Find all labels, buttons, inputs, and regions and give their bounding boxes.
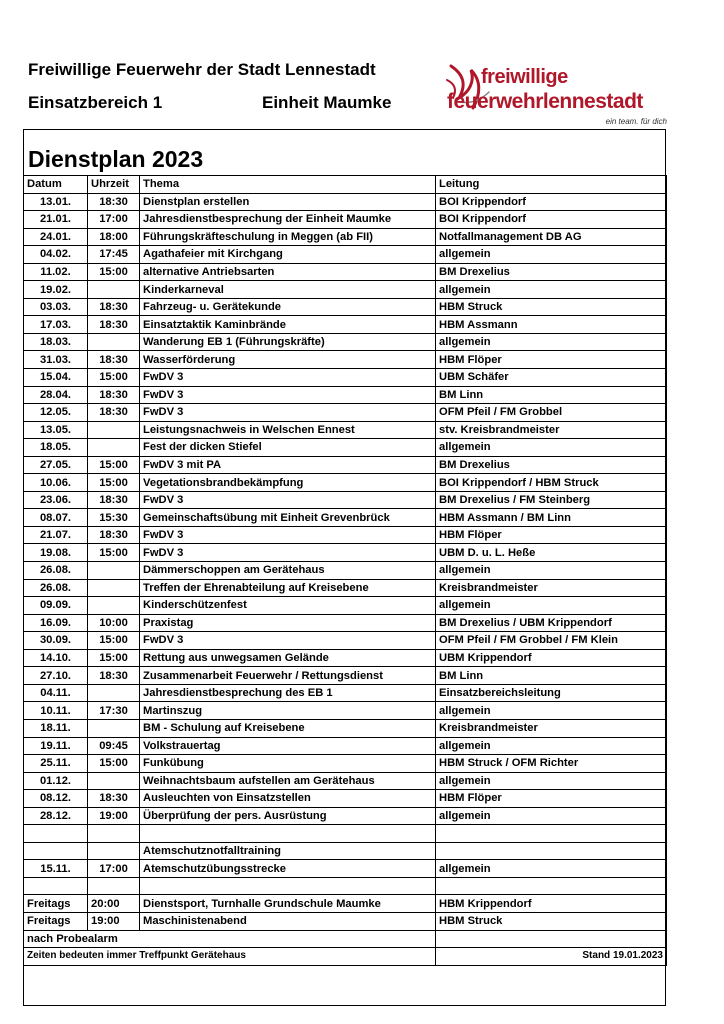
table-row bbox=[24, 281, 667, 299]
topic-cell: Praxistag bbox=[140, 614, 436, 632]
lead-cell: allgemein bbox=[436, 281, 667, 299]
time-cell bbox=[88, 281, 140, 299]
topic-cell: Jahresdienstbesprechung der Einheit Maumke bbox=[140, 211, 436, 229]
page-title: Dienstplan 2023 bbox=[28, 146, 204, 172]
table-row bbox=[24, 333, 667, 351]
lead-cell: stv. Kreisbrandmeister bbox=[436, 421, 667, 439]
date-cell: 04.02. bbox=[24, 246, 88, 264]
topic-cell: FwDV 3 bbox=[140, 404, 436, 422]
topic-cell: FwDV 3 mit PA bbox=[140, 456, 436, 474]
topic-cell: Leistungsnachweis in Welschen Ennest bbox=[140, 421, 436, 439]
topic-cell: Dämmerschoppen am Gerätehaus bbox=[140, 562, 436, 580]
time-cell: 15:00 bbox=[88, 544, 140, 562]
table-row bbox=[24, 298, 667, 316]
lead-cell: allgemein bbox=[436, 333, 667, 351]
lead-cell: HBM Flöper bbox=[436, 526, 667, 544]
lead-cell: HBM Assmann / BM Linn bbox=[436, 509, 667, 527]
time-cell: 18:30 bbox=[88, 404, 140, 422]
lead-cell: HBM Struck bbox=[436, 912, 667, 930]
table-row bbox=[24, 263, 667, 281]
table-row bbox=[24, 614, 667, 632]
table-row bbox=[24, 737, 667, 755]
weekly-row bbox=[24, 895, 667, 913]
time-cell bbox=[88, 597, 140, 615]
lead-cell: HBM Flöper bbox=[436, 790, 667, 808]
time-cell: 10:00 bbox=[88, 614, 140, 632]
time-cell: 19:00 bbox=[88, 807, 140, 825]
table-row bbox=[24, 649, 667, 667]
date-cell: 17.03. bbox=[24, 316, 88, 334]
table-row bbox=[24, 193, 667, 211]
topic-cell: FwDV 3 bbox=[140, 544, 436, 562]
date-cell: 25.11. bbox=[24, 755, 88, 773]
time-cell: 20:00 bbox=[88, 895, 140, 913]
lead-cell: allgemein bbox=[436, 772, 667, 790]
table-row bbox=[24, 790, 667, 808]
topic-cell: FwDV 3 bbox=[140, 369, 436, 387]
time-cell: 15:00 bbox=[88, 755, 140, 773]
topic-cell: Vegetationsbrandbekämpfung bbox=[140, 474, 436, 492]
lead-cell: Kreisbrandmeister bbox=[436, 579, 667, 597]
topic-cell: Dienstplan erstellen bbox=[140, 193, 436, 211]
lead-cell: BM Linn bbox=[436, 667, 667, 685]
topic-cell: Fest der dicken Stiefel bbox=[140, 439, 436, 457]
empty-cell bbox=[436, 930, 667, 948]
table-row bbox=[24, 632, 667, 650]
topic-cell: Funkübung bbox=[140, 755, 436, 773]
lead-cell: BM Linn bbox=[436, 386, 667, 404]
date-cell: 13.05. bbox=[24, 421, 88, 439]
logo-tagline: ein team. für dich bbox=[605, 117, 667, 126]
lead-cell: HBM Assmann bbox=[436, 316, 667, 334]
table-row bbox=[24, 421, 667, 439]
time-cell bbox=[88, 719, 140, 737]
table-row bbox=[24, 877, 667, 895]
topic-cell: Volkstrauertag bbox=[140, 737, 436, 755]
table-row bbox=[24, 860, 667, 878]
topic-cell: Wasserförderung bbox=[140, 351, 436, 369]
date-cell: 28.04. bbox=[24, 386, 88, 404]
lead-cell: allgemein bbox=[436, 702, 667, 720]
time-cell: 17:45 bbox=[88, 246, 140, 264]
time-cell bbox=[88, 825, 140, 843]
topic-cell: Dienstsport, Turnhalle Grundschule Maumke bbox=[140, 895, 436, 913]
topic-cell: Ausleuchten von Einsatzstellen bbox=[140, 790, 436, 808]
time-cell: 15:00 bbox=[88, 456, 140, 474]
date-cell: 19.11. bbox=[24, 737, 88, 755]
topic-cell bbox=[140, 825, 436, 843]
lead-cell: BOI Krippendorf bbox=[436, 211, 667, 229]
topic-cell: Einsatztaktik Kaminbrände bbox=[140, 316, 436, 334]
table-row bbox=[24, 491, 667, 509]
topic-cell: Maschinistenabend bbox=[140, 912, 436, 930]
date-cell: 19.08. bbox=[24, 544, 88, 562]
date-cell: 04.11. bbox=[24, 684, 88, 702]
date-cell: 30.09. bbox=[24, 632, 88, 650]
topic-cell: Gemeinschaftsübung mit Einheit Grevenbrück bbox=[140, 509, 436, 527]
lead-cell: allgemein bbox=[436, 246, 667, 264]
lead-cell: BOI Krippendorf / HBM Struck bbox=[436, 474, 667, 492]
date-cell: 15.11. bbox=[24, 860, 88, 878]
table-row bbox=[24, 509, 667, 527]
date-cell: 08.07. bbox=[24, 509, 88, 527]
time-cell: 18:30 bbox=[88, 667, 140, 685]
unit-heading: Einheit Maumke bbox=[262, 93, 392, 112]
lead-cell: BM Drexelius bbox=[436, 263, 667, 281]
lead-cell: BM Drexelius bbox=[436, 456, 667, 474]
table-row bbox=[24, 719, 667, 737]
lead-cell: allgemein bbox=[436, 562, 667, 580]
table-row bbox=[24, 474, 667, 492]
topic-cell: Treffen der Ehrenabteilung auf Kreisebene bbox=[140, 579, 436, 597]
lead-cell: HBM Struck bbox=[436, 298, 667, 316]
table-header-row bbox=[24, 176, 667, 194]
topic-cell: Fahrzeug- u. Gerätekunde bbox=[140, 298, 436, 316]
date-cell: 21.07. bbox=[24, 526, 88, 544]
table-row bbox=[24, 755, 667, 773]
time-cell: 18:30 bbox=[88, 386, 140, 404]
time-cell: 17:30 bbox=[88, 702, 140, 720]
col-header-time: Uhrzeit bbox=[88, 176, 140, 194]
time-cell: 17:00 bbox=[88, 211, 140, 229]
table-row bbox=[24, 351, 667, 369]
table-row bbox=[24, 562, 667, 580]
date-cell: 14.10. bbox=[24, 649, 88, 667]
probealarm-note: nach Probealarm bbox=[24, 930, 436, 948]
topic-cell: Jahresdienstbesprechung des EB 1 bbox=[140, 684, 436, 702]
time-cell bbox=[88, 772, 140, 790]
date-cell bbox=[24, 842, 88, 860]
topic-cell: Führungskräfteschulung in Meggen (ab FII) bbox=[140, 228, 436, 246]
time-cell bbox=[88, 421, 140, 439]
table-row bbox=[24, 246, 667, 264]
table-row bbox=[24, 211, 667, 229]
time-cell bbox=[88, 562, 140, 580]
date-cell: 18.11. bbox=[24, 719, 88, 737]
lead-cell: Einsatzbereichsleitung bbox=[436, 684, 667, 702]
time-cell: 15:30 bbox=[88, 509, 140, 527]
table-row bbox=[24, 386, 667, 404]
time-cell: 18:30 bbox=[88, 790, 140, 808]
table-row bbox=[24, 369, 667, 387]
date-cell: 24.01. bbox=[24, 228, 88, 246]
lead-cell: Kreisbrandmeister bbox=[436, 719, 667, 737]
time-cell: 18:30 bbox=[88, 298, 140, 316]
topic-cell: BM - Schulung auf Kreisebene bbox=[140, 719, 436, 737]
time-cell: 15:00 bbox=[88, 632, 140, 650]
table-row bbox=[24, 526, 667, 544]
topic-cell: Agathafeier mit Kirchgang bbox=[140, 246, 436, 264]
table-row bbox=[24, 807, 667, 825]
topic-cell: Überprüfung der pers. Ausrüstung bbox=[140, 807, 436, 825]
footer-note-row bbox=[24, 948, 667, 966]
table-row bbox=[24, 404, 667, 422]
time-cell: 15:00 bbox=[88, 369, 140, 387]
footer-alarm-row bbox=[24, 930, 667, 948]
date-cell: 19.02. bbox=[24, 281, 88, 299]
date-cell: 12.05. bbox=[24, 404, 88, 422]
date-cell: 27.10. bbox=[24, 667, 88, 685]
time-cell: 18:30 bbox=[88, 491, 140, 509]
date-cell: 15.04. bbox=[24, 369, 88, 387]
table-row bbox=[24, 228, 667, 246]
topic-cell: Zusammenarbeit Feuerwehr / Rettungsdienst bbox=[140, 667, 436, 685]
table-row bbox=[24, 684, 667, 702]
meeting-point-note: Zeiten bedeuten immer Treffpunkt Gerätehaus bbox=[24, 948, 436, 966]
lead-cell: allgemein bbox=[436, 807, 667, 825]
time-cell: 18:00 bbox=[88, 228, 140, 246]
table-row bbox=[24, 825, 667, 843]
date-cell: 23.06. bbox=[24, 491, 88, 509]
date-cell: 10.11. bbox=[24, 702, 88, 720]
date-cell bbox=[24, 825, 88, 843]
topic-cell: FwDV 3 bbox=[140, 632, 436, 650]
table-row bbox=[24, 702, 667, 720]
logo-word-feuerwehr: feuerwehrlennestadt bbox=[447, 90, 643, 113]
date-cell: 26.08. bbox=[24, 562, 88, 580]
date-cell: 18.05. bbox=[24, 439, 88, 457]
time-cell bbox=[88, 333, 140, 351]
table-row bbox=[24, 316, 667, 334]
topic-cell bbox=[140, 877, 436, 895]
table-row bbox=[24, 597, 667, 615]
area-heading: Einsatzbereich 1 bbox=[28, 93, 163, 112]
topic-cell: Rettung aus unwegsamen Gelände bbox=[140, 649, 436, 667]
topic-cell: Kinderschützenfest bbox=[140, 597, 436, 615]
time-cell bbox=[88, 684, 140, 702]
time-cell: 09:45 bbox=[88, 737, 140, 755]
org-heading: Freiwillige Feuerwehr der Stadt Lennestadt bbox=[28, 60, 376, 79]
time-cell: 15:00 bbox=[88, 649, 140, 667]
weekly-row bbox=[24, 912, 667, 930]
lead-cell: allgemein bbox=[436, 860, 667, 878]
date-cell: 26.08. bbox=[24, 579, 88, 597]
lead-cell: OFM Pfeil / FM Grobbel bbox=[436, 404, 667, 422]
lead-cell: HBM Krippendorf bbox=[436, 895, 667, 913]
topic-cell: Atemschutznotfalltraining bbox=[140, 842, 436, 860]
lead-cell bbox=[436, 842, 667, 860]
date-cell: 27.05. bbox=[24, 456, 88, 474]
col-header-lead: Leitung bbox=[436, 176, 667, 194]
date-cell: 18.03. bbox=[24, 333, 88, 351]
time-cell bbox=[88, 842, 140, 860]
time-cell: 19:00 bbox=[88, 912, 140, 930]
topic-cell: Wanderung EB 1 (Führungskräfte) bbox=[140, 333, 436, 351]
weekday-cell: Freitags bbox=[24, 912, 88, 930]
time-cell bbox=[88, 439, 140, 457]
lead-cell: HBM Struck / OFM Richter bbox=[436, 755, 667, 773]
table-row bbox=[24, 456, 667, 474]
lead-cell: BM Drexelius / FM Steinberg bbox=[436, 491, 667, 509]
col-header-topic: Thema bbox=[140, 176, 436, 194]
lead-cell: allgemein bbox=[436, 439, 667, 457]
time-cell bbox=[88, 579, 140, 597]
date-cell: 13.01. bbox=[24, 193, 88, 211]
lead-cell: HBM Flöper bbox=[436, 351, 667, 369]
lead-cell: UBM Krippendorf bbox=[436, 649, 667, 667]
table-row bbox=[24, 439, 667, 457]
time-cell: 15:00 bbox=[88, 474, 140, 492]
lead-cell bbox=[436, 825, 667, 843]
time-cell: 18:30 bbox=[88, 526, 140, 544]
topic-cell: Martinszug bbox=[140, 702, 436, 720]
date-cell: 21.01. bbox=[24, 211, 88, 229]
date-cell: 28.12. bbox=[24, 807, 88, 825]
lead-cell: allgemein bbox=[436, 737, 667, 755]
date-cell: 09.09. bbox=[24, 597, 88, 615]
col-header-date: Datum bbox=[24, 176, 88, 194]
schedule-table bbox=[23, 175, 667, 966]
topic-cell: alternative Antriebsarten bbox=[140, 263, 436, 281]
date-cell bbox=[24, 877, 88, 895]
date-cell: 01.12. bbox=[24, 772, 88, 790]
table-row bbox=[24, 667, 667, 685]
lead-cell: UBM D. u. L. Heße bbox=[436, 544, 667, 562]
topic-cell: Atemschutzübungsstrecke bbox=[140, 860, 436, 878]
lead-cell: Notfallmanagement DB AG bbox=[436, 228, 667, 246]
time-cell: 18:30 bbox=[88, 193, 140, 211]
stand-date: Stand 19.01.2023 bbox=[436, 948, 667, 966]
date-cell: 16.09. bbox=[24, 614, 88, 632]
table-row bbox=[24, 772, 667, 790]
lead-cell: BM Drexelius / UBM Krippendorf bbox=[436, 614, 667, 632]
table-row bbox=[24, 842, 667, 860]
time-cell: 17:00 bbox=[88, 860, 140, 878]
logo-word-freiwillige: freiwillige bbox=[481, 66, 568, 88]
lead-cell: OFM Pfeil / FM Grobbel / FM Klein bbox=[436, 632, 667, 650]
topic-cell: FwDV 3 bbox=[140, 491, 436, 509]
table-row bbox=[24, 579, 667, 597]
lead-cell: UBM Schäfer bbox=[436, 369, 667, 387]
lead-cell: BOI Krippendorf bbox=[436, 193, 667, 211]
time-cell: 15:00 bbox=[88, 263, 140, 281]
date-cell: 03.03. bbox=[24, 298, 88, 316]
date-cell: 11.02. bbox=[24, 263, 88, 281]
topic-cell: FwDV 3 bbox=[140, 526, 436, 544]
date-cell: 31.03. bbox=[24, 351, 88, 369]
weekday-cell: Freitags bbox=[24, 895, 88, 913]
time-cell: 18:30 bbox=[88, 316, 140, 334]
topic-cell: Kinderkarneval bbox=[140, 281, 436, 299]
time-cell: 18:30 bbox=[88, 351, 140, 369]
lead-cell: allgemein bbox=[436, 597, 667, 615]
topic-cell: FwDV 3 bbox=[140, 386, 436, 404]
lead-cell bbox=[436, 877, 667, 895]
date-cell: 08.12. bbox=[24, 790, 88, 808]
fire-brigade-logo bbox=[445, 58, 667, 130]
table-row bbox=[24, 544, 667, 562]
time-cell bbox=[88, 877, 140, 895]
date-cell: 10.06. bbox=[24, 474, 88, 492]
topic-cell: Weihnachtsbaum aufstellen am Gerätehaus bbox=[140, 772, 436, 790]
